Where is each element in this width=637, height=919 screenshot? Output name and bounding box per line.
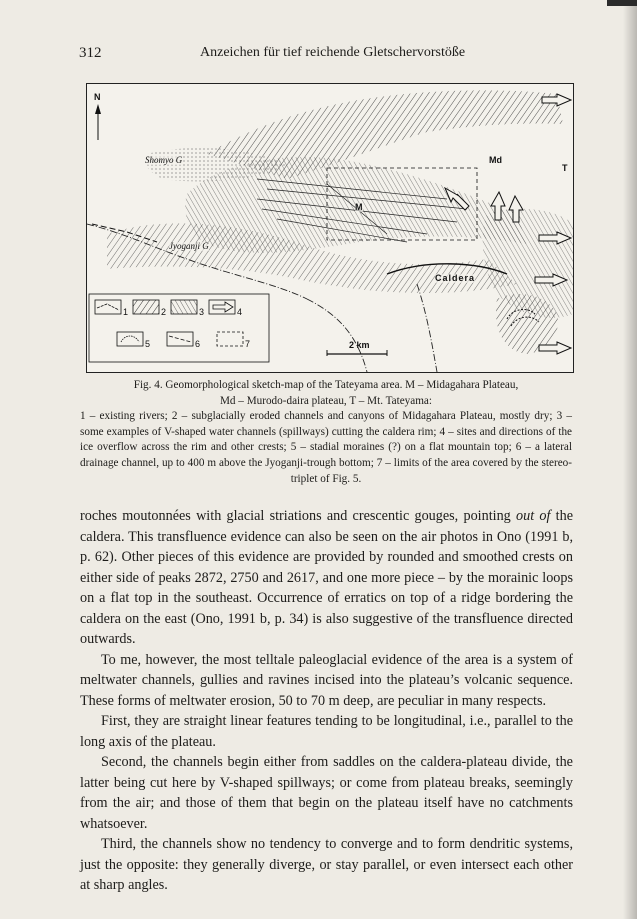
legend-box (89, 294, 269, 362)
paragraph-5: Third, the channels show no tendency to converge and to form dendritic systems, just the opposite: they generally diverge, or stay parallel, or even intersect each other at sharp angles. (80, 836, 573, 893)
legend-number-5: 5 (145, 339, 151, 349)
legend-number-4: 4 (237, 307, 243, 317)
tateyama-label: T (562, 163, 568, 173)
north-arrow-icon (95, 104, 101, 140)
legend-number-6: 6 (195, 339, 201, 349)
legend-number-7: 7 (245, 339, 251, 349)
paragraph-4: Second, the channels begin either from saddles on the caldera-plateau divide, the latter being cut here by V-shaped spillways; or come from plateau breaks, seemingly from the air; and those of them that begin on the plateau itself have no catchments whatsoever. (80, 754, 573, 832)
figure-caption (80, 378, 572, 487)
page-number: 312 (79, 45, 102, 61)
legend-number-1: 1 (123, 307, 129, 317)
scale-bar (327, 350, 387, 356)
paragraph-3: First, they are straight linear features tending to be longitudinal, i.e., parallel to the long axis of the plateau. (80, 713, 573, 750)
caption-line-1: Fig. 4. Geomorphological sketch-map of the Tateyama area. M – Midagahara Plateau, (133, 379, 519, 391)
midagahara-label: M (355, 202, 363, 212)
shomyo-glacier-label: Shomyo G (145, 155, 183, 165)
page-corner (607, 0, 637, 6)
page-edge-shadow (623, 0, 637, 919)
caldera-label: Caldera (435, 273, 476, 283)
geomorphological-map-figure (86, 83, 574, 373)
murodo-daira-label: Md (489, 155, 502, 165)
paragraph-1: roches moutonnées with glacial striations and crescentic gouges, pointing out of the caldera. This transfluence evidence can also be seen on the air photos in Ono (1991 b, p. 62). Other pieces of this evidence are provided by rounded and smoothed crests on either side of peaks 2872, 2750 and 2617, and one more piece – by the morainic loops on a flat top in the southeast. Occurrence of erratics on top of a ridge bordering the caldera on the east (Ono, 1991 b, p. 34) is also suggestive of the transfluence directed outwards. (80, 508, 573, 647)
jyoganji-glacier-label: Jyoganji G (169, 241, 209, 251)
running-head: Anzeichen für tief reichende Gletschervorstöße (200, 45, 466, 60)
caption-legend-text: 1 – existing rivers; 2 – subglacially eroded channels and canyons of Midagahara Plateau, mostly dry; 3 – some examples of V-shaped water channels (spillways) cutting the caldera rim; 4 – sites and directions of the ice overflow across the rim and other crests; 5 – stadial moraines (?) on a flat mountain top; 6 – a lateral drainage channel, up to 400 m above the Jyoganji-trough bottom; 7 – limits of the area covered by the stereo-triplet of Fig. 5. (80, 410, 572, 485)
caption-line-2: Md – Murodo-daira plateau, T – Mt. Tateyama: (219, 394, 433, 407)
body-text (80, 506, 573, 896)
legend-number-3: 3 (199, 307, 205, 317)
emphasis-out-of: out of (516, 508, 551, 524)
north-label: N (94, 92, 101, 102)
scale-label: 2 km (349, 340, 370, 350)
legend-number-2: 2 (161, 307, 167, 317)
map-drawing (87, 84, 573, 372)
paragraph-2: To me, however, the most telltale paleoglacial evidence of the area is a system of meltwater channels, gullies and ravines incised into the plateau’s volcanic sequence. These forms of meltwater erosion, 50 to 70 m deep, are peculiar in many respects. (80, 651, 573, 709)
